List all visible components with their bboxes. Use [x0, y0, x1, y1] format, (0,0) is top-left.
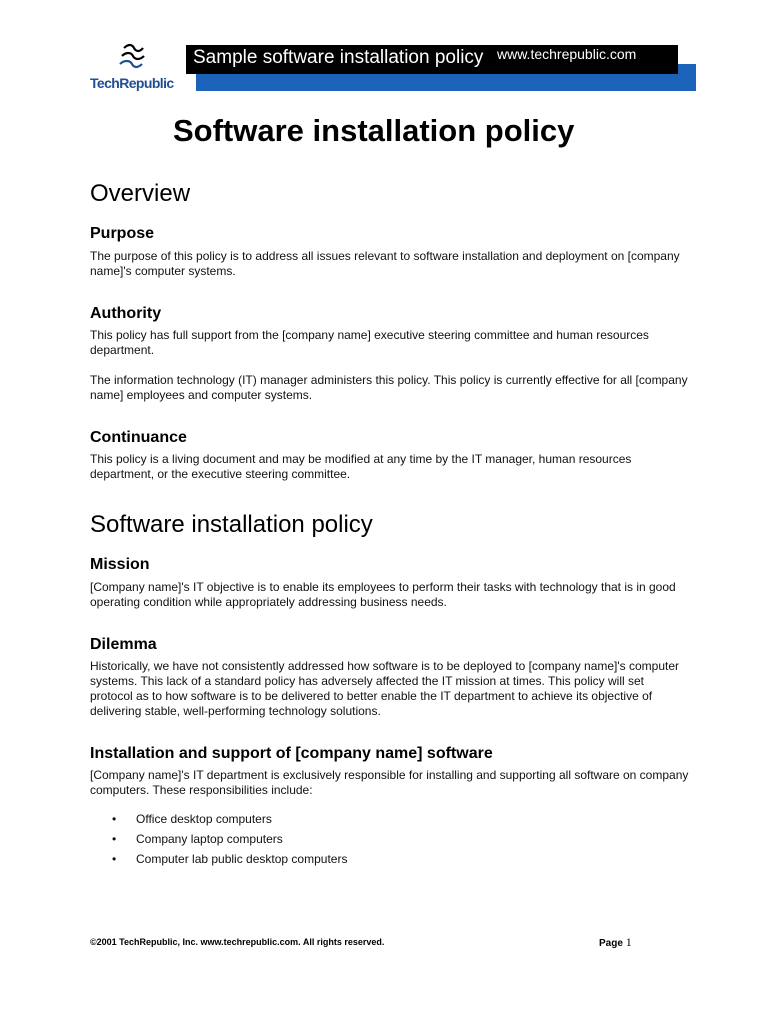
list-item-text: Computer lab public desktop computers [136, 852, 348, 866]
responsibilities-list [112, 812, 347, 872]
list-item [112, 812, 347, 832]
bullet-icon: • [112, 812, 117, 826]
continuance-heading: Continuance [90, 429, 187, 446]
footer-copyright: ©2001 TechRepublic, Inc. www.techrepublic.com. All rights reserved. [90, 937, 385, 947]
banner-title: Sample software installation policy [193, 47, 484, 68]
policy-heading: Software installation policy [90, 511, 373, 538]
page-number: 1 [625, 935, 632, 949]
list-item-text: Company laptop computers [136, 832, 283, 846]
purpose-heading: Purpose [90, 225, 155, 242]
list-item [112, 832, 347, 852]
bullet-icon: • [112, 852, 117, 866]
purpose-text: The purpose of this policy is to address all issues relevant to software installation and deployment on [company name]'s computer systems. [90, 249, 680, 278]
authority-text-1: This policy has full support from the [company name] executive steering committee and human resources department. [90, 328, 649, 357]
banner-url: www.techrepublic.com [497, 46, 637, 62]
overview-heading: Overview [90, 180, 191, 207]
mission-text: [Company name]'s IT objective is to enable its employees to perform their tasks with technology that is in good operating condition while appropriately addressing business needs. [90, 580, 676, 609]
list-item-text: Office desktop computers [136, 812, 272, 826]
techrepublic-logo [90, 42, 190, 94]
dilemma-text: Historically, we have not consistently addressed how software is to be deployed to [company name]'s computer systems. This lack of a standard policy has adversely affected the IT mission at times. This policy will set protocol as to how software is to be delivered to better enable the IT department to achieve its objective of delivering stable, well-performing technology solutions. [90, 659, 680, 718]
document-title: Software installation policy [173, 113, 575, 148]
techrepublic-logo-icon [116, 42, 150, 72]
page-label: Page [599, 938, 623, 949]
bullet-icon: • [112, 832, 117, 846]
mission-heading: Mission [90, 556, 150, 573]
list-item [112, 852, 347, 872]
authority-heading: Authority [90, 305, 162, 322]
dilemma-heading: Dilemma [90, 636, 157, 653]
authority-text-2: The information technology (IT) manager administers this policy. This policy is currently effective for all [company name] employees and computer systems. [90, 373, 688, 402]
continuance-text: This policy is a living document and may be modified at any time by the IT manager, human resources department, or the executive steering committee. [90, 452, 632, 481]
installation-heading: Installation and support of [company name] software [90, 745, 493, 762]
logo-text: TechRepublic [90, 75, 174, 91]
installation-text: [Company name]'s IT department is exclusively responsible for installing and supporting all software on company computers. These responsibilities include: [90, 768, 689, 797]
footer-page [599, 935, 632, 950]
header-banner [186, 45, 678, 74]
